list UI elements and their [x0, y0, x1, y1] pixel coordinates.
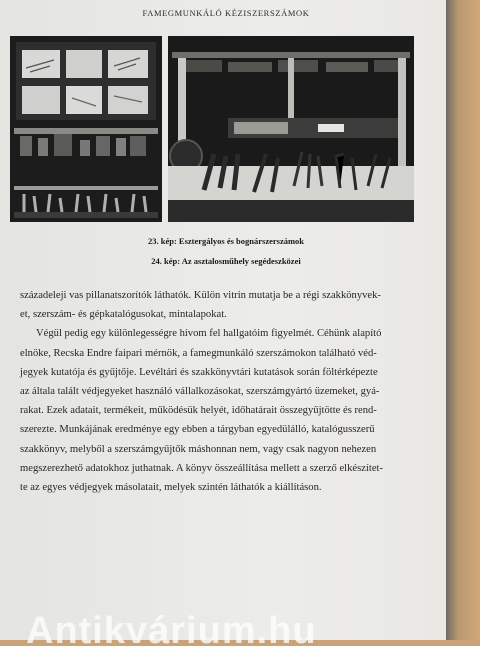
paragraph — [20, 286, 420, 324]
text-line: az általa talált védjegyeket használó vállalkozásokat, szerszámgyártó üzemeket, gyá- — [20, 386, 380, 398]
watermark-text: Antikvárium.hu — [26, 610, 317, 646]
text-line: szakkönyv, melyből a szerszámgyűjtők máshonnan nem, vagy csak nagyon nehezen — [20, 443, 377, 455]
photo-joinery-tools — [168, 36, 414, 222]
text-line: te az egyes védjegyek másolatait, melyek szintén láthatók a kiállításon. — [20, 482, 322, 494]
text-line: századeleji vas pillanatszorítók láthatók. Külön vitrin mutatja be a régi szakkönyvek- — [20, 290, 381, 301]
text-line: rakat. Ezek adatait, termékeit, működésük helyét, időhatárait összegyűjtötte és rend- — [20, 405, 377, 417]
watermark — [0, 606, 452, 646]
text-line: elnöke, Recska Endre faipari mérnök, a famegmunkáló szerszámokon található véd- — [20, 347, 377, 359]
text-line: et, szerszám- és gépkatalógusokat, mintalapokat. — [20, 309, 227, 321]
text-line: szerezte. Munkájának eredménye egy ebben a tárgyban egyedülálló, katalógusszerű — [20, 424, 375, 436]
body-text — [20, 286, 420, 497]
running-header: FAMEGMUNKÁLÓ KÉZISZERSZÁMOK — [142, 8, 310, 18]
photo-turner-tools — [10, 36, 162, 222]
caption-23: 23. kép: Esztergályos és bognárszerszámok — [147, 236, 305, 246]
caption-24: 24. kép: Az asztalosműhely segédeszközei — [151, 256, 301, 266]
text-line: Végül pedig egy különlegességre hívom fel hallgatóim figyelmét. Céhünk alapító — [36, 328, 382, 340]
text-line: jegyek kutatója és gyűjtője. Levéltári és szakkönyvtári kutatások során föltérképezte — [20, 366, 378, 378]
text-line: megszerezhető adatokhoz juthatnak. A könyv összeállítása mellett a szerző elkészítet- — [20, 462, 383, 474]
page-edge — [446, 0, 480, 640]
paragraph — [20, 324, 420, 497]
